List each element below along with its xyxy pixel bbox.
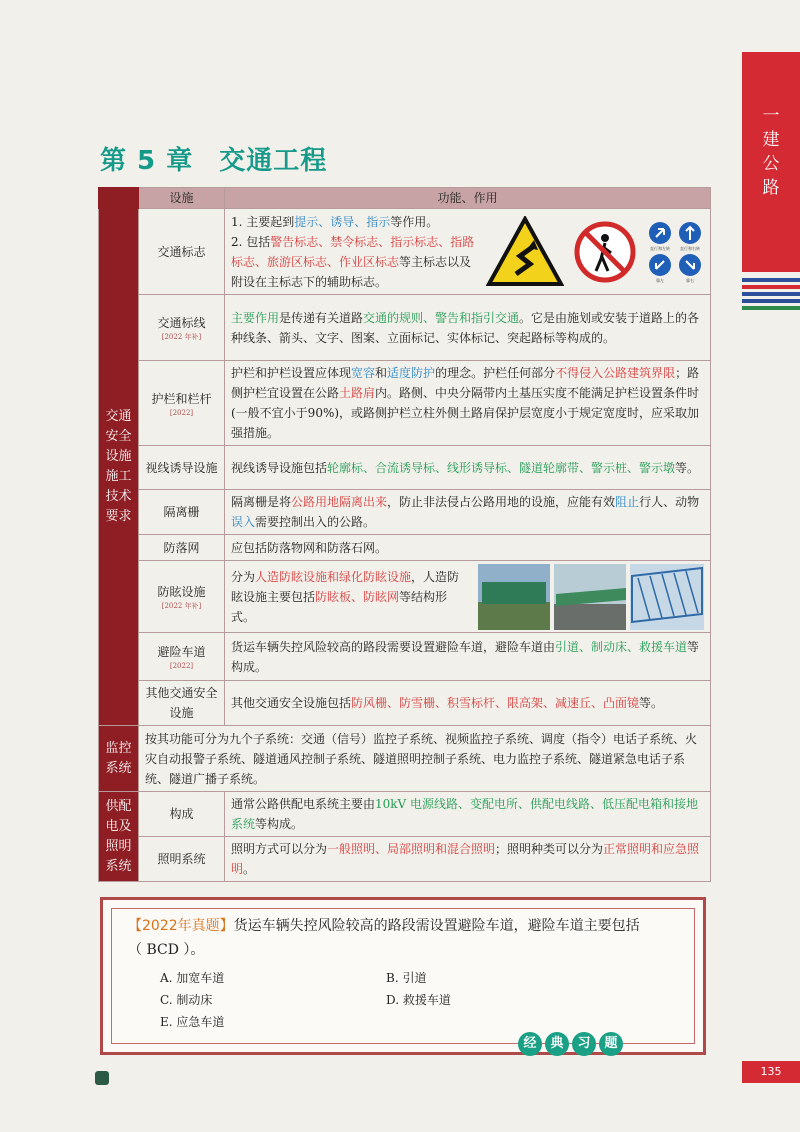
decorative-stripes	[742, 278, 800, 313]
desc-traffic-sign: 1. 主要起到提示、诱导、指示等作用。 2. 包括警告标志、禁令标志、指示标志、指路标志、旅游区标志、作业区标志等主标志以及附设在主标志下的辅助标志。 直行和左转 直行和右转 靠左 靠右	[225, 209, 711, 295]
svg-text:靠右: 靠右	[686, 277, 694, 283]
option-a: A. 加宽车道	[160, 971, 225, 985]
category-power-lighting: 供配电及照明系统	[99, 792, 139, 882]
no-pedestrian-sign-icon	[574, 221, 636, 283]
category-safety: 交通安全设施施工技术要求	[99, 209, 139, 726]
item-fall-protection-net: 防落网	[139, 535, 225, 561]
item-anti-glare: 防眩设施 [2022 年补]	[139, 561, 225, 633]
warning-sign-icon	[486, 216, 564, 288]
item-lighting-system: 照明系统	[139, 837, 225, 882]
item-escape-lane: 避险车道 [2022]	[139, 633, 225, 681]
desc-lighting-system: 照明方式可以分为一般照明、局部照明和混合照明；照明种类可以分为正常照明和应急照明。	[225, 837, 711, 882]
item-other-safety: 其他交通安全设施	[139, 681, 225, 726]
option-b: B. 引道	[386, 971, 427, 985]
desc-road-marking: 主要作用是传递有关道路交通的规则、警告和指引交通。它是由施划或安装于道路上的各种线条、箭头、文字、图案、立面标记、实体标记、突起路标等构成的。	[225, 295, 711, 361]
item-traffic-sign: 交通标志	[139, 209, 225, 295]
svg-text:直行和右转: 直行和右转	[680, 245, 700, 251]
category-monitoring: 监控系统	[99, 726, 139, 792]
item-isolation-fence: 隔离栅	[139, 490, 225, 535]
svg-text:靠左: 靠左	[656, 277, 664, 283]
desc-anti-glare: 分为人造防眩设施和绿化防眩设施，人造防眩设施主要包括防眩板、防眩网等结构形式。	[225, 561, 711, 633]
exercise-question: 【2022年真题】货运车辆失控风险较高的路段需设置避险车道，避险车道主要包括 （ BCD ）。	[128, 918, 640, 958]
direction-signs-icon	[646, 220, 704, 284]
side-tab-text: 一建公路	[762, 106, 780, 198]
traffic-engineering-table	[98, 187, 711, 882]
header-function: 功能、作用	[225, 188, 711, 209]
header-item: 设施	[139, 188, 225, 209]
item-power-composition: 构成	[139, 792, 225, 837]
desc-guardrail: 护栏和护栏设置应体现宽容和适度防护的理念。护栏任何部分不得侵入公路建筑界限；路侧护栏宜设置在公路土路肩内。路侧、中央分隔带内土基压实度不能满足护栏设置条件时(一般不宜小于90%)，或路侧护栏立柱外侧土路肩保护层宽度小于规定宽度时，应采取加强措施。	[225, 361, 711, 446]
desc-visual-guidance: 视线诱导设施包括轮廓标、合流诱导标、线形诱导标、隧道轮廓带、警示桩、警示墩等。	[225, 446, 711, 490]
chapter-title	[100, 140, 327, 177]
chapter-name: 交通工程	[219, 146, 328, 176]
item-visual-guidance: 视线诱导设施	[139, 446, 225, 490]
svg-text:直行和左转: 直行和左转	[650, 245, 670, 251]
chapter-side-tab	[742, 52, 800, 272]
item-road-marking: 交通标线 [2022 年补]	[139, 295, 225, 361]
desc-power-composition: 通常公路供配电系统主要由10kV 电源线路、变配电所、供配电线路、低压配电箱和接地系统等构成。	[225, 792, 711, 837]
option-c: C. 制动床	[160, 993, 213, 1007]
item-guardrail: 护栏和栏杆 [2022]	[139, 361, 225, 446]
corner-app-icon[interactable]	[95, 1071, 109, 1085]
option-e: E. 应急车道	[160, 1015, 225, 1029]
desc-escape-lane: 货运车辆失控风险较高的路段需要设置避险车道，避险车道由引道、制动床、救援车道等构成。	[225, 633, 711, 681]
desc-monitoring: 按其功能可分为九个子系统：交通（信号）监控子系统、视频监控子系统、调度（指令）电话子系统、火灾自动报警子系统、隧道通风控制子系统、隧道照明控制子系统、电力监控子系统、隧道紧急电话子系统、隧道广播子系统。	[139, 726, 711, 792]
anti-glare-photos	[478, 564, 704, 630]
desc-isolation-fence: 隔离栅是将公路用地隔离出来，防止非法侵占公路用地的设施，应能有效阻止行人、动物误入需要控制出入的公路。	[225, 490, 711, 535]
sign-images	[486, 216, 704, 288]
classic-exercise-badge: 经 典 习 题	[518, 1032, 623, 1062]
page-number: 135	[742, 1061, 800, 1083]
exercise-answer: （ BCD ）。	[128, 942, 205, 958]
chapter-number: 第 5 章	[100, 146, 194, 176]
option-d: D. 救援车道	[386, 993, 451, 1007]
desc-other-safety: 其他交通安全设施包括防风栅、防雪栅、积雪标杆、限高架、减速丘、凸面镜等。	[225, 681, 711, 726]
exercise-tag: 【2022年真题】	[128, 918, 234, 934]
desc-fall-protection-net: 应包括防落物网和防落石网。	[225, 535, 711, 561]
